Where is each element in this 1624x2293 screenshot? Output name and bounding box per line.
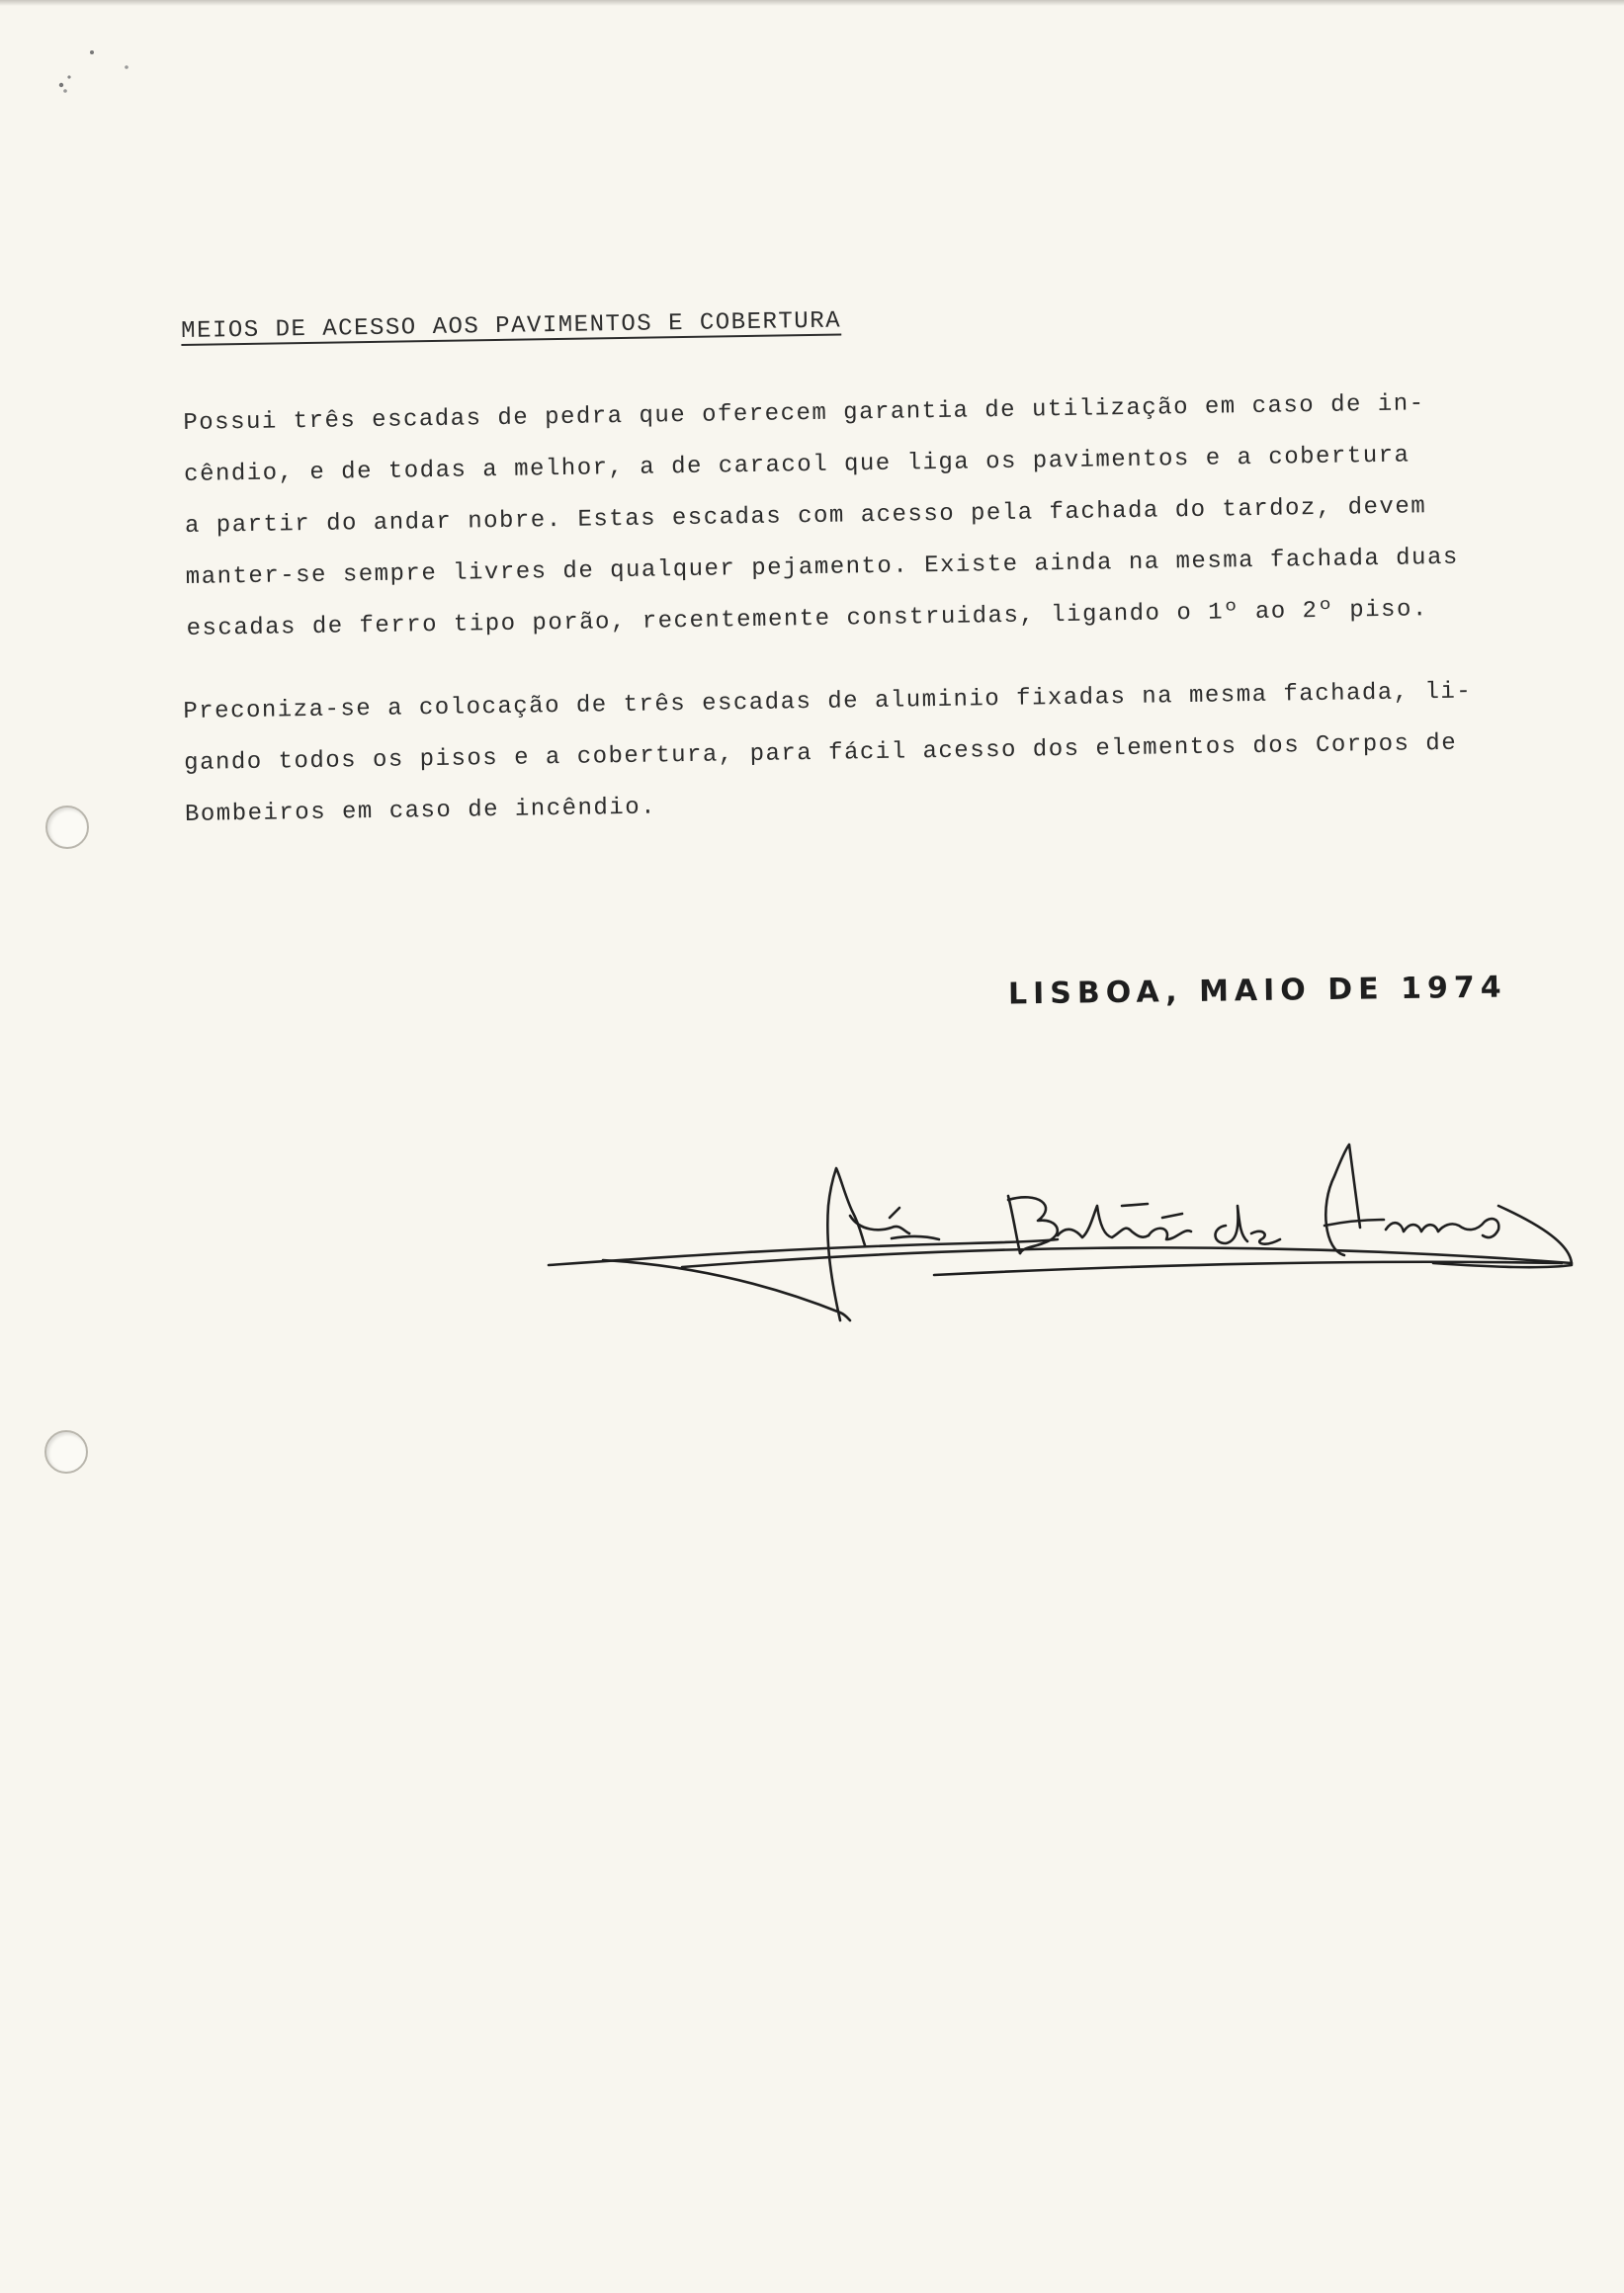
paragraph-stairs: Possui três escadas de pedra que oferecem garantia de utilização em caso de in- cêndio, e de todas a melhor, a de caracol que liga os pavimentos e a cobertura a partir do andar nobre. Estas escadas com acesso pela fachada do tardoz, devem manter-se sempre livres de qualquer pejamento. Existe ainda na mesma fachada duas escadas de ferro tipo porão, recentemente construidas, ligando o 1º ao 2º piso. bbox=[183, 390, 1459, 642]
punch-hole-bottom bbox=[44, 1430, 88, 1474]
place-date: LISBOA, MAIO DE 1974 bbox=[1007, 970, 1507, 1012]
signature bbox=[544, 1137, 1581, 1334]
paper-specks bbox=[49, 47, 138, 107]
paper-top-edge bbox=[0, 0, 1624, 6]
document-title: MEIOS DE ACESSO AOS PAVIMENTOS E COBERTURA bbox=[181, 307, 842, 345]
paragraph-recommendation: Preconiza-se a colocação de três escadas de aluminio fixadas na mesma fachada, li- gando todos os pisos e a cobertura, para fácil acesso dos elementos dos Corpos de Bombeiros em caso de incêndio. bbox=[183, 678, 1473, 828]
punch-hole-top bbox=[45, 806, 89, 849]
